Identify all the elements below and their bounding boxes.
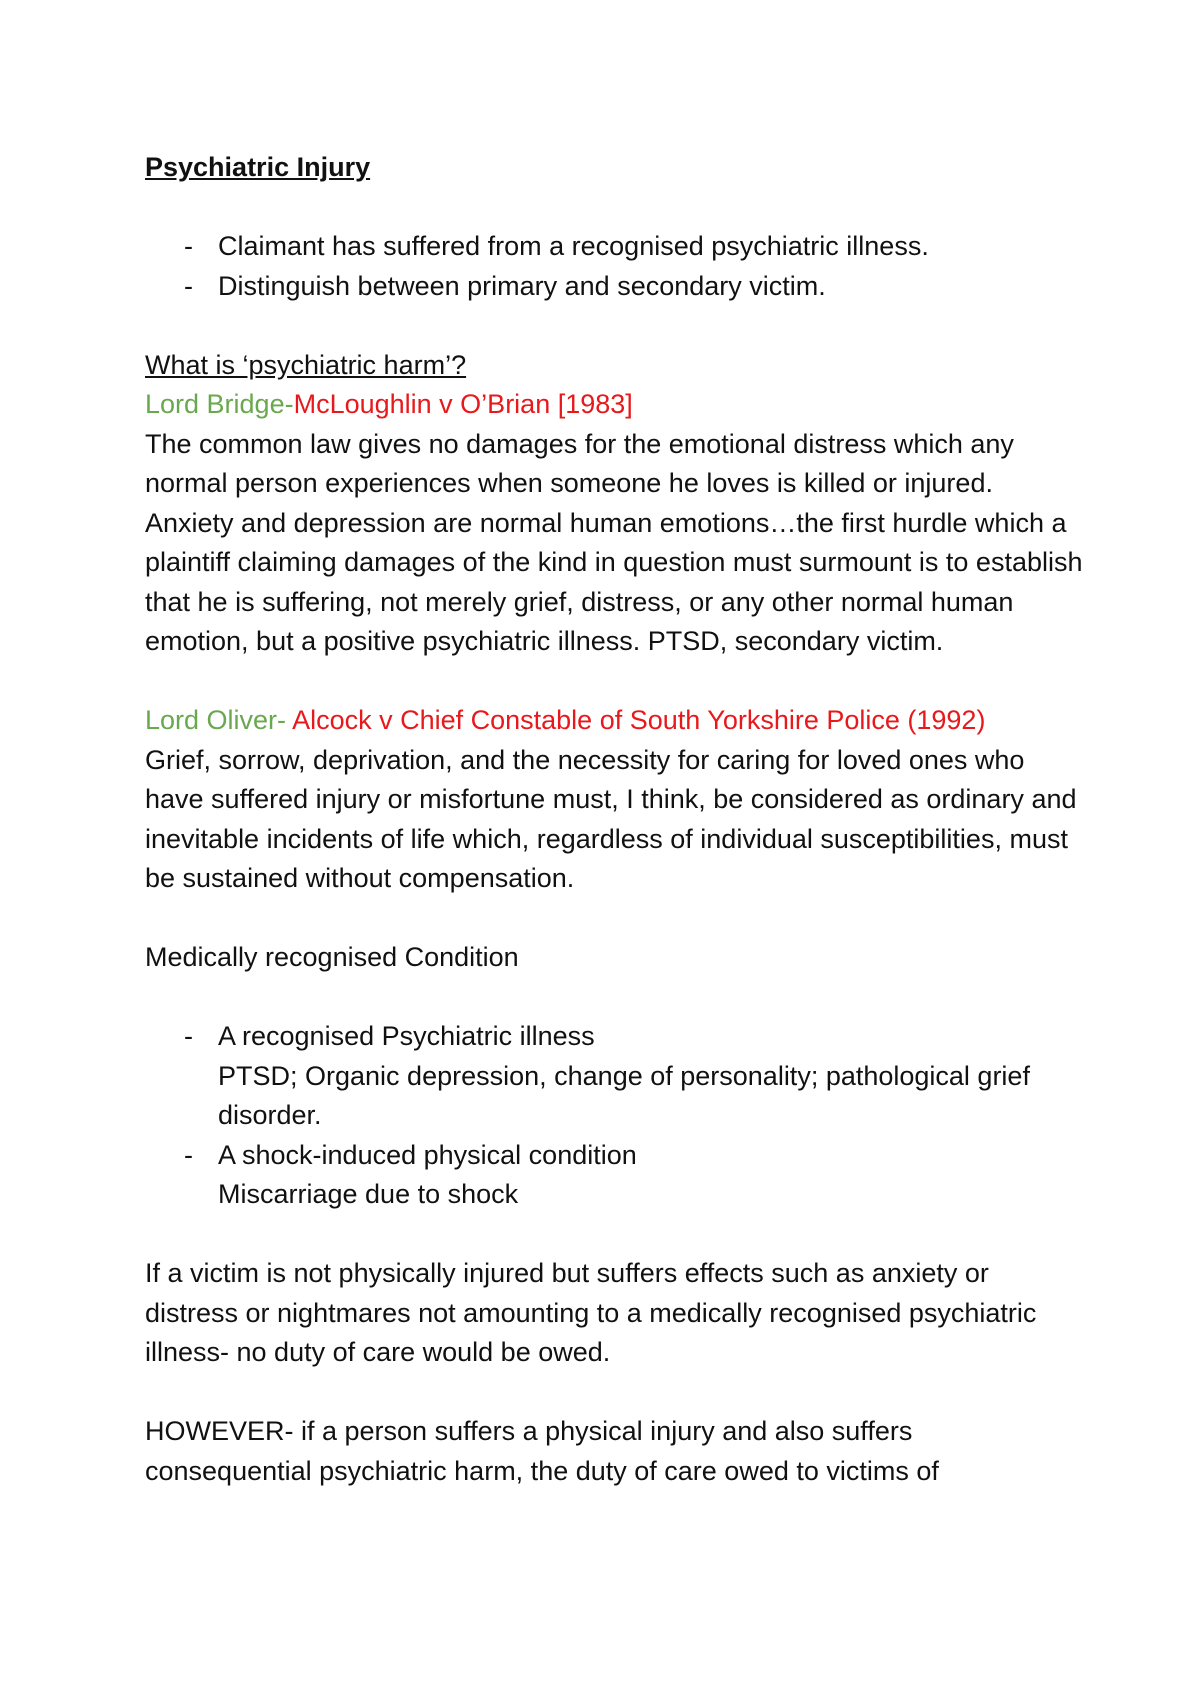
- intro-bullet-list: [145, 227, 1085, 306]
- list-item: [145, 1017, 1085, 1136]
- bullet-dash: -: [184, 1021, 193, 1051]
- spacer: [145, 188, 1085, 228]
- spacer: [145, 1215, 1085, 1255]
- paragraph-no-duty: If a victim is not physically injured but suffers effects such as anxiety or distress or nightmares not amounting to a medically recognised psychiatric illness- no duty of care would be owed.: [145, 1258, 1037, 1367]
- question-heading: What is ‘psychiatric harm’?: [145, 349, 467, 380]
- quote2-text: Grief, sorrow, deprivation, and the necessity for caring for loved ones who have suffered injury or misfortune must, I think, be considered as ordinary and inevitable incidents of life which, regardless of individual susceptibilities, must be sustained without compensation.: [145, 744, 1077, 893]
- medical-heading: Medically recognised Condition: [145, 942, 519, 972]
- bullet-detail: Miscarriage due to shock: [218, 1179, 519, 1209]
- bullet-detail: PTSD; Organic depression, change of personality; pathological grief disorder.: [218, 1060, 1030, 1130]
- spacer: [145, 306, 1085, 346]
- bullet-label: A shock-induced physical condition: [218, 1139, 637, 1170]
- quote2-judge: Lord Oliver-: [145, 705, 293, 735]
- quote1-judge: Lord Bridge-: [145, 389, 294, 419]
- quote2-case: Alcock v Chief Constable of South Yorkshire Police (1992): [292, 705, 986, 735]
- bullet-dash: -: [184, 1139, 193, 1170]
- bullet-dash: -: [184, 270, 193, 301]
- quote1-case: McLoughlin v O’Brian [1983]: [293, 389, 633, 419]
- list-item: [145, 267, 1085, 307]
- document-page: [145, 148, 1085, 1491]
- medical-bullet-list: [145, 1017, 1085, 1215]
- list-item: [145, 227, 1085, 267]
- quote2-citation: [145, 701, 1085, 741]
- quote1-citation: [145, 385, 1085, 425]
- bullet-label: A recognised Psychiatric illness: [218, 1021, 595, 1051]
- quote1-text: The common law gives no damages for the emotional distress which any normal person experiences when someone he loves is killed or injured. Anxiety and depression are normal human emotions…the first hurdle which a plaintiff claiming damages of the kind in question must surmount is to establish that he is suffering, not merely grief, distress, or any other normal human emotion, but a positive psychiatric illness. PTSD, secondary victim.: [145, 428, 1083, 656]
- document-title: Psychiatric Injury: [145, 152, 371, 182]
- list-item: [145, 1136, 1085, 1215]
- spacer: [145, 662, 1085, 702]
- bullet-text: Distinguish between primary and secondary victim.: [218, 270, 826, 301]
- spacer: [145, 1373, 1085, 1413]
- spacer: [145, 899, 1085, 939]
- paragraph-however: HOWEVER- if a person suffers a physical injury and also suffers consequential psychiatric harm, the duty of care owed to victims of: [145, 1416, 939, 1486]
- spacer: [145, 978, 1085, 1018]
- bullet-text: Claimant has suffered from a recognised psychiatric illness.: [218, 231, 929, 261]
- bullet-dash: -: [184, 231, 193, 261]
